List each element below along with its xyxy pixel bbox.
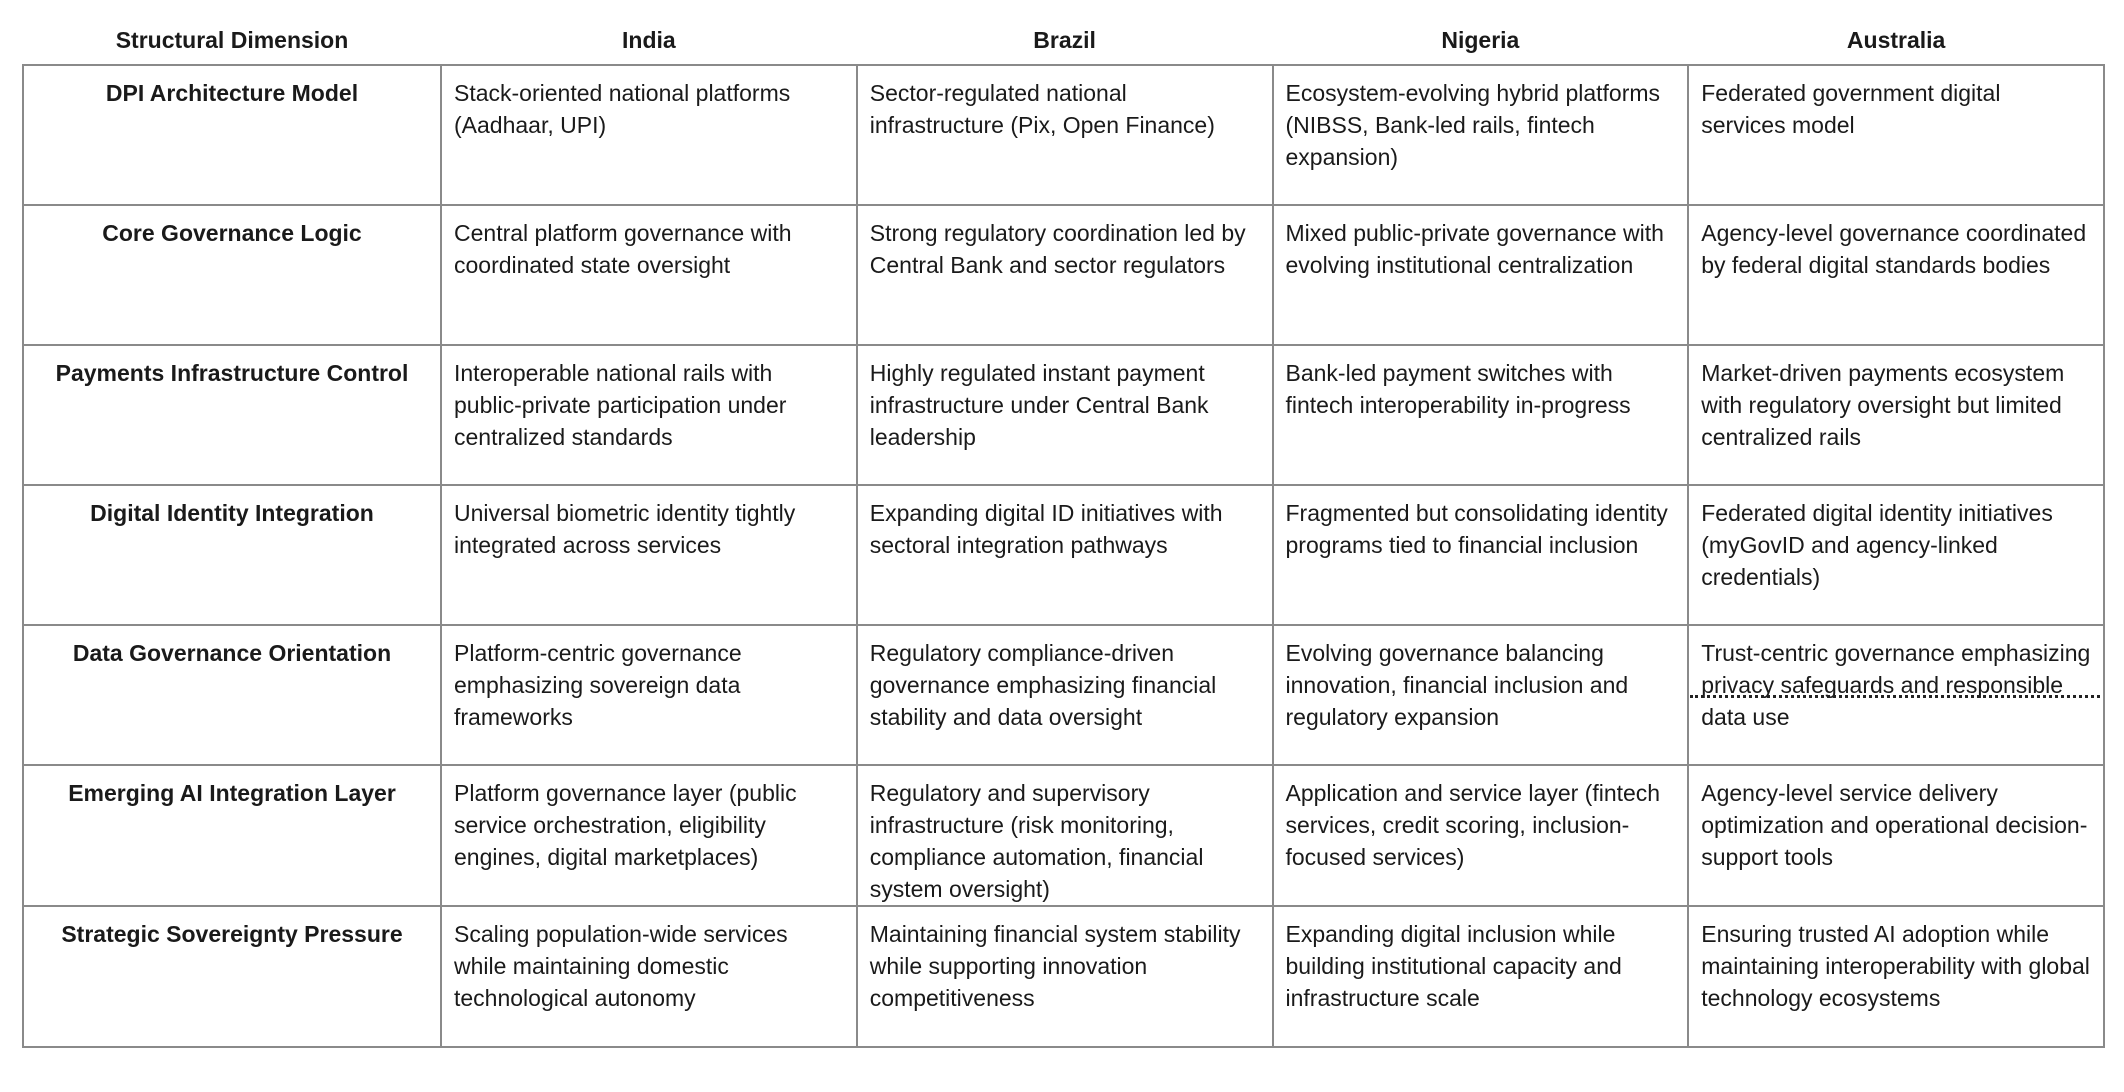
table-row (23, 205, 2104, 345)
india-cell: Interoperable national rails with public-private participation under centralized standards (441, 345, 857, 485)
brazil-cell: Maintaining financial system stability while supporting innovation competitiveness (857, 906, 1273, 1047)
nigeria-cell: Mixed public-private governance with evolving institutional centralization (1273, 205, 1689, 345)
row-dimension-cell: Digital Identity Integration (23, 485, 441, 625)
australia-cell: Federated government digital services model (1688, 65, 2104, 205)
nigeria-cell: Evolving governance balancing innovation, financial inclusion and regulatory expansion (1273, 625, 1689, 765)
table-row (23, 485, 2104, 625)
table-row (23, 65, 2104, 205)
nigeria-cell: Bank-led payment switches with fintech interoperability in-progress (1273, 345, 1689, 485)
nigeria-cell: Ecosystem-evolving hybrid platforms (NIBSS, Bank-led rails, fintech expansion) (1273, 65, 1689, 205)
nigeria-cell: Application and service layer (fintech services, credit scoring, inclusion-focused services) (1273, 765, 1689, 906)
india-cell: Platform governance layer (public service orchestration, eligibility engines, digital marketplaces) (441, 765, 857, 906)
header-row (23, 16, 2104, 65)
header-india: India (622, 26, 676, 53)
brazil-cell: Highly regulated instant payment infrastructure under Central Bank leadership (857, 345, 1273, 485)
australia-cell: Federated digital identity initiatives (myGovID and agency-linked credentials) (1688, 485, 2104, 625)
header-brazil: Brazil (1033, 26, 1096, 53)
india-cell: Universal biometric identity tightly integrated across services (441, 485, 857, 625)
dotted-annotation-line (1690, 695, 2100, 698)
india-cell: Central platform governance with coordinated state oversight (441, 205, 857, 345)
comparison-table (22, 16, 2105, 1048)
india-cell: Stack-oriented national platforms (Aadhaar, UPI) (441, 65, 857, 205)
australia-cell: Agency-level governance coordinated by federal digital standards bodies (1688, 205, 2104, 345)
brazil-cell: Expanding digital ID initiatives with sectoral integration pathways (857, 485, 1273, 625)
australia-cell: Agency-level service delivery optimization and operational decision-support tools (1688, 765, 2104, 906)
row-dimension-cell: Core Governance Logic (23, 205, 441, 345)
australia-cell: Trust-centric governance emphasizing privacy safeguards and responsible data use (1688, 625, 2104, 765)
india-cell: Scaling population-wide services while maintaining domestic technological autonomy (441, 906, 857, 1047)
table-row (23, 345, 2104, 485)
australia-cell: Market-driven payments ecosystem with regulatory oversight but limited centralized rails (1688, 345, 2104, 485)
india-cell: Platform-centric governance emphasizing sovereign data frameworks (441, 625, 857, 765)
brazil-cell: Strong regulatory coordination led by Central Bank and sector regulators (857, 205, 1273, 345)
row-dimension-cell: Payments Infrastructure Control (23, 345, 441, 485)
row-dimension-cell: Strategic Sovereignty Pressure (23, 906, 441, 1047)
row-dimension-cell: Emerging AI Integration Layer (23, 765, 441, 906)
row-dimension-cell: Data Governance Orientation (23, 625, 441, 765)
brazil-cell: Regulatory and supervisory infrastructure (risk monitoring, compliance automation, financial system oversight) (857, 765, 1273, 906)
header-structural-dimension: Structural Dimension (115, 26, 349, 53)
table-row (23, 906, 2104, 1047)
australia-cell: Ensuring trusted AI adoption while maintaining interoperability with global technology ecosystems (1688, 906, 2104, 1047)
nigeria-cell: Fragmented but consolidating identity programs tied to financial inclusion (1273, 485, 1689, 625)
row-dimension-cell: DPI Architecture Model (23, 65, 441, 205)
table-row (23, 765, 2104, 906)
comparison-table-container (22, 16, 2103, 1048)
brazil-cell: Sector-regulated national infrastructure (Pix, Open Finance) (857, 65, 1273, 205)
header-australia: Australia (1846, 26, 1946, 53)
nigeria-cell: Expanding digital inclusion while building institutional capacity and infrastructure scale (1273, 906, 1689, 1047)
brazil-cell: Regulatory compliance-driven governance emphasizing financial stability and data oversight (857, 625, 1273, 765)
header-nigeria: Nigeria (1441, 26, 1520, 53)
